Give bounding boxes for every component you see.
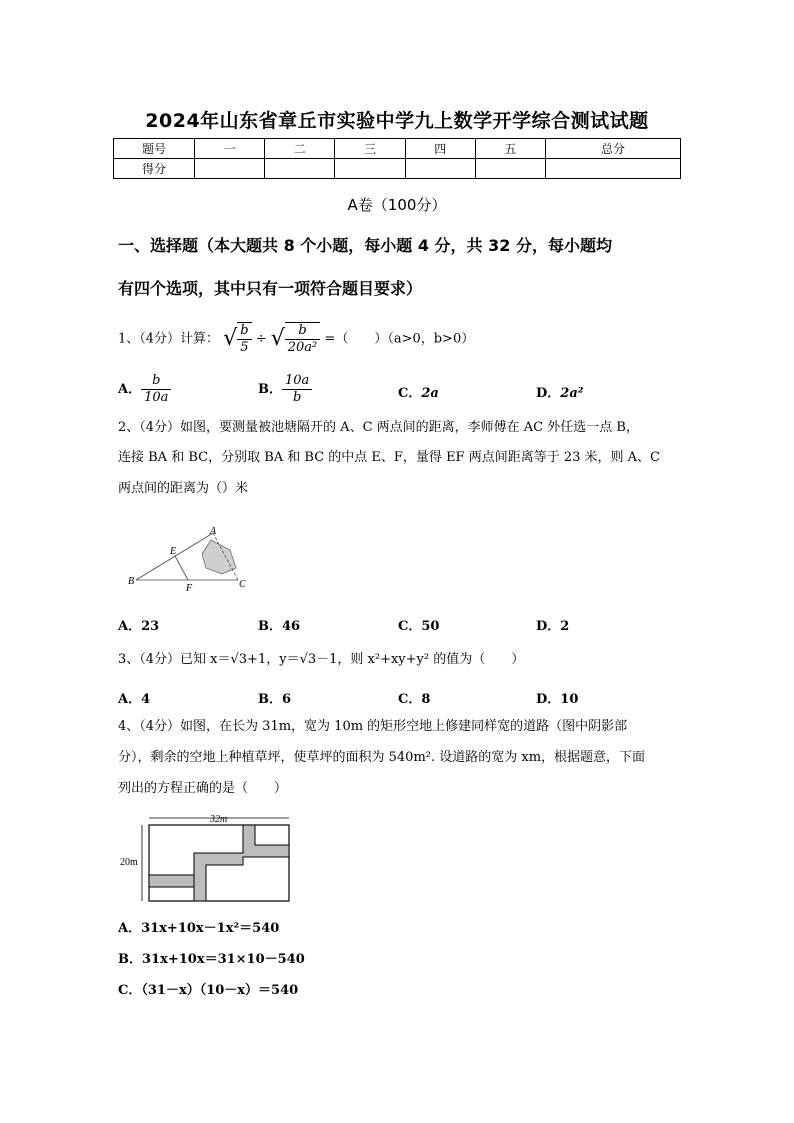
q3-text: 3、（4分）已知 x＝√3+1，y＝√3－1，则 x²+xy+y² 的值为（ ） xyxy=(118,652,525,667)
q4-option-a: A．31x+10x－1x²＝540 xyxy=(118,921,280,936)
q1-sqrt2 xyxy=(271,322,321,356)
score-cell xyxy=(546,159,681,179)
q3-option-c: C．8 xyxy=(398,692,431,707)
q2-line2: 连接 BA 和 BC，分别取 BA 和 BC 的中点 E、F，量得 EF 两点间距离等于 23 米，则 A、C xyxy=(118,450,660,465)
q2-line1: 2、（4分）如图，要测量被池塘隔开的 A、C 两点间的距离，李师傅在 AC 外任选一点 B， xyxy=(118,420,639,435)
q1-option-b: B． $\frac{10a}{b}$ xyxy=(258,373,312,406)
q3-option-b: B．6 xyxy=(258,692,292,707)
score-cell xyxy=(265,159,335,179)
score-table-score-row xyxy=(114,159,681,179)
q1-option-d: D．2a² xyxy=(536,386,584,401)
q1-option-c: C．2a xyxy=(398,386,439,401)
label-b: B xyxy=(128,576,135,587)
score-header-cell: 二 xyxy=(265,139,335,159)
pond-shape xyxy=(202,540,236,574)
section-heading-line2: 有四个选项，其中只有一项符合题目要求） xyxy=(118,279,423,298)
q1-frac1: $\frac{b}{5}$ xyxy=(237,322,251,356)
road-rectangle-figure xyxy=(118,812,298,904)
label-e: E xyxy=(170,546,177,557)
q2-line3: 两点间的距离为（）米 xyxy=(118,481,249,496)
q4-option-c: C．（31－x）（10－x）＝540 xyxy=(118,983,299,998)
q1-option-a: A． $\frac{b}{10a}$ xyxy=(118,373,171,406)
sqrt-icon: √ xyxy=(223,326,238,351)
question-1 xyxy=(118,322,688,356)
score-table xyxy=(113,138,681,179)
q2-option-a: A．23 xyxy=(118,619,160,634)
q3-option-d: D．10 xyxy=(536,692,579,707)
q1-frac2: $\frac{b}{\text{20a²}}$ xyxy=(285,322,321,356)
score-row-label: 得分 xyxy=(114,159,195,179)
pond-triangle-figure xyxy=(118,524,258,596)
score-header-cell: 四 xyxy=(405,139,475,159)
score-header-cell: 三 xyxy=(335,139,405,159)
divide-sign: ÷ xyxy=(255,331,267,347)
score-header-cell: 总分 xyxy=(546,139,681,159)
q2-option-c: C．50 xyxy=(398,619,440,634)
line-ef xyxy=(175,556,188,580)
width-label: 32m xyxy=(210,814,228,825)
volume-heading: A卷（100分） xyxy=(347,196,447,214)
score-cell xyxy=(335,159,405,179)
score-cell xyxy=(475,159,545,179)
q3-option-a: A．4 xyxy=(118,692,151,707)
label-a: A xyxy=(210,526,217,537)
score-table-header-row xyxy=(114,139,681,159)
height-label: 20m xyxy=(120,857,138,868)
q2-option-d: D．2 xyxy=(536,619,570,634)
q1-sqrt1 xyxy=(223,322,251,356)
score-cell xyxy=(405,159,475,179)
score-header-cell: 一 xyxy=(195,139,265,159)
q2-option-b: B．46 xyxy=(258,619,301,634)
score-header-cell: 题号 xyxy=(114,139,195,159)
sqrt-icon: √ xyxy=(270,326,285,351)
q4-line1: 4、（4分）如图，在长为 31m，宽为 10m 的矩形空地上修建同样宽的道路（图中阴影部 xyxy=(118,719,628,734)
section-heading-line1: 一、选择题（本大题共 8 个小题，每小题 4 分，共 32 分，每小题均 xyxy=(118,236,612,255)
label-c: C xyxy=(239,579,246,590)
q4-line2: 分），剩余的空地上种植草坪，使草坪的面积为 540m². 设道路的宽为 xm，根据题意，下面 xyxy=(118,750,646,765)
q1-prefix: 1、（4分）计算： xyxy=(118,331,220,347)
q4-line3: 列出的方程正确的是（ ） xyxy=(118,781,288,796)
score-cell xyxy=(195,159,265,179)
page-title: 2024年山东省章丘市实验中学九上数学开学综合测试试题 xyxy=(145,110,649,132)
label-f: F xyxy=(186,583,193,594)
q4-option-b: B．31x+10x＝31×10－540 xyxy=(118,952,305,967)
score-header-cell: 五 xyxy=(475,139,545,159)
road-lower xyxy=(149,875,194,887)
q1-suffix: =（ ）（a>0，b>0） xyxy=(324,331,475,347)
